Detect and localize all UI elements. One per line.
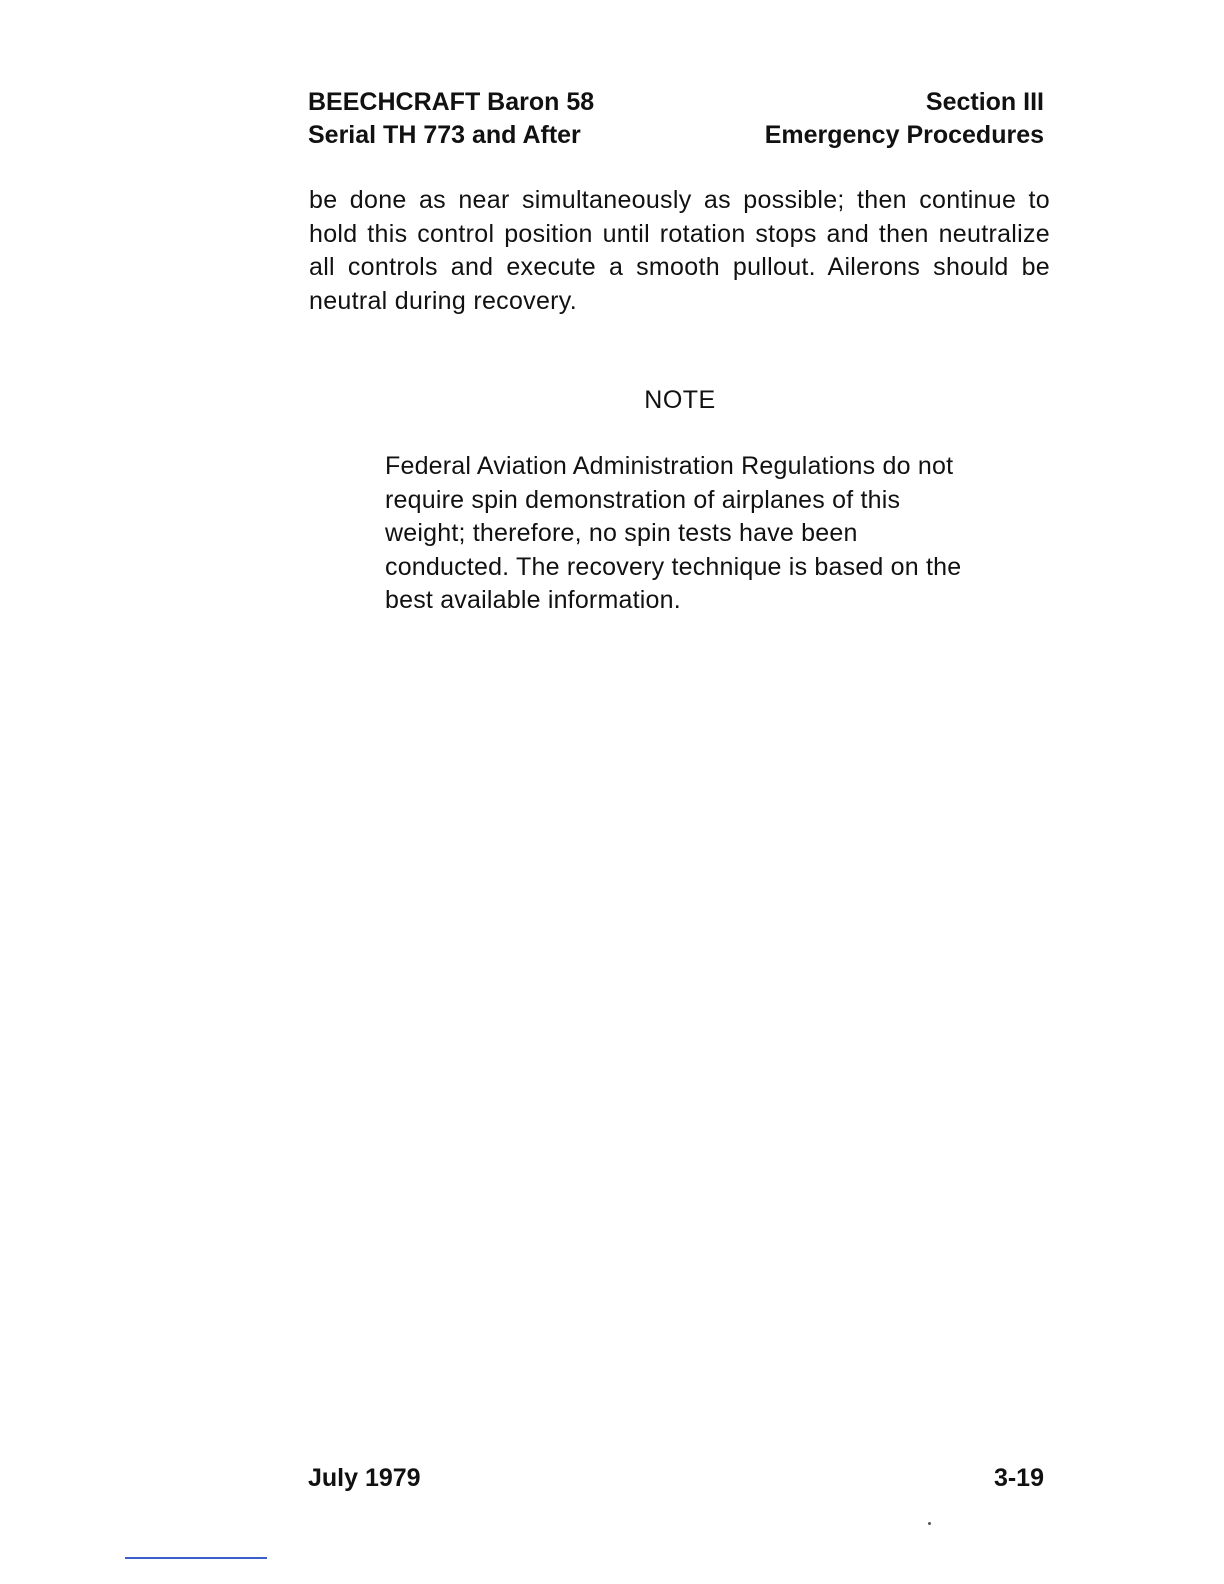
body-paragraph: be done as near simultaneously as possible; then continue to hold this control position until rotation stops and then neutralize all controls and execute a smooth pullout. Ailerons should be neutral during recovery. <box>309 186 1050 315</box>
section-title: Emergency Procedures <box>764 121 1044 149</box>
header-right <box>765 86 1044 152</box>
note-heading: NOTE <box>644 386 716 414</box>
blue-rule-divider <box>125 1557 267 1559</box>
footer-date: July 1979 <box>308 1464 421 1492</box>
page-number: 3-19 <box>993 1464 1044 1492</box>
page-header <box>308 86 1044 156</box>
aircraft-model: BEECHCRAFT Baron 58 <box>308 88 595 116</box>
serial-range: Serial TH 773 and After <box>308 121 581 149</box>
header-left <box>308 86 594 152</box>
section-number: Section III <box>925 88 1044 116</box>
note-text: Federal Aviation Administration Regulations do not require spin demonstration of airplanes of this weight; therefore, no spin tests have been conducted. The recovery technique is based on the best available information. <box>385 452 962 614</box>
scan-speck <box>928 1522 931 1525</box>
